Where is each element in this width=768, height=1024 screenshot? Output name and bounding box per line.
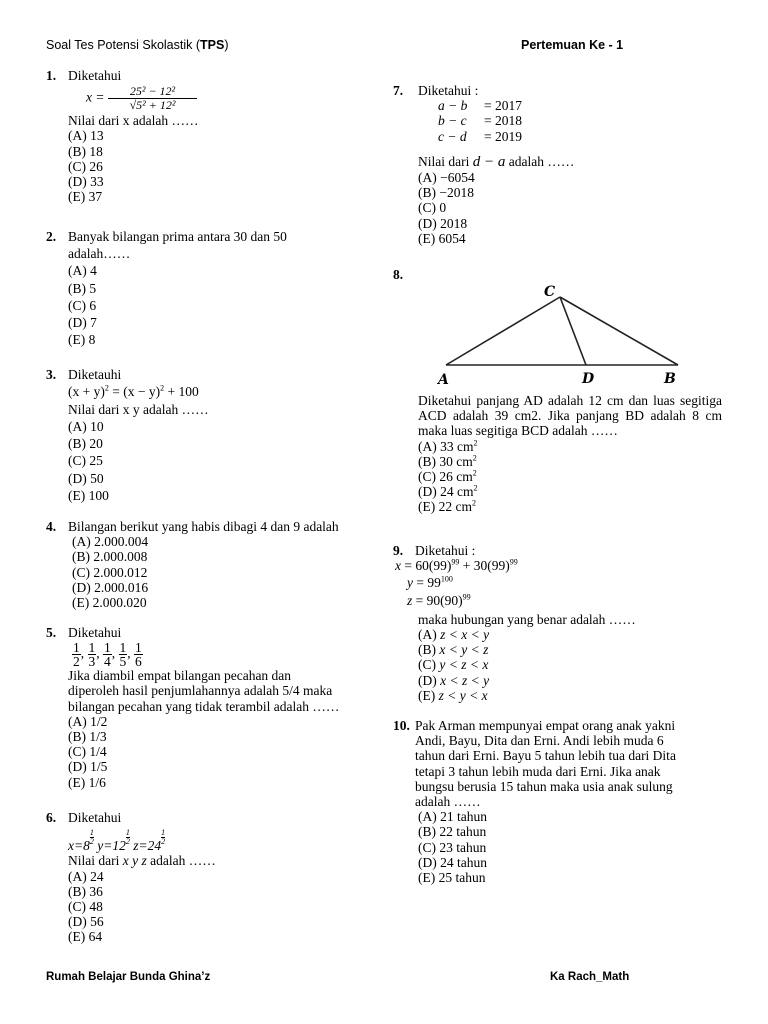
- option-d: (D) x < z < y: [418, 672, 490, 688]
- footer-author: Ka Rach_Math: [550, 971, 630, 983]
- fraction-list: $\frac{1}{2}$ , $\frac{1}{3}$ , $\frac{1}{4}$ , $\frac{1}{5}$ , $\frac{1}{6}$: [73, 640, 142, 670]
- option-a: (A) 24: [68, 868, 104, 884]
- option-a: (A) 13: [68, 128, 104, 144]
- option-c: (C) 1/4: [68, 744, 107, 760]
- question-stem: Diketahui :: [415, 543, 476, 558]
- question-body: bilangan pecahan yang tidak terambil adalah ……: [68, 698, 340, 714]
- option-e: (E) 37: [68, 189, 103, 205]
- option-e: (E) z < y < x: [418, 687, 488, 703]
- question-number: 2.: [46, 229, 57, 244]
- question-ask: Nilai dari x y adalah ……: [68, 401, 209, 417]
- option-b: (B) 1/3: [68, 729, 107, 745]
- question-body: bungsu berusia 15 tahun maka usia anak sulung: [415, 778, 673, 794]
- option-c: (C) 26: [68, 158, 103, 174]
- option-c: (C) y < z < x: [418, 657, 489, 673]
- option-e: (E) 6054: [418, 230, 466, 246]
- question-stem-cont: adalah……: [68, 246, 131, 262]
- option-e: (E) 100: [68, 488, 109, 504]
- question-body: tahun dari Erni. Bayu 5 tahun lebih tua dari Dita: [415, 748, 676, 764]
- option-d: (D) 24 tahun: [418, 854, 487, 870]
- question-number: 7.: [393, 83, 404, 98]
- question-9: [393, 543, 636, 703]
- header-session: Pertemuan Ke - 1: [521, 38, 624, 52]
- vertex-d-label: D: [582, 371, 595, 387]
- option-d: (D) 2.000.016: [72, 579, 149, 595]
- question-number: 1.: [46, 68, 57, 83]
- question-number: 9.: [393, 543, 404, 558]
- question-ask: Nilai dari x adalah ……: [68, 113, 199, 129]
- question-stem: Banyak bilangan prima antara 30 dan 50: [68, 229, 287, 244]
- option-d: (D) 7: [68, 315, 97, 331]
- option-d: (D) 24 $cm^2$: [418, 483, 478, 500]
- option-d: (D) 1/5: [68, 759, 108, 775]
- option-e: (E) 64: [68, 929, 103, 945]
- equation: a − b = 2017: [438, 98, 522, 114]
- option-e: (E) 22 $cm^2$: [418, 498, 476, 515]
- option-a: (A) 1/2: [68, 713, 108, 729]
- option-d: (D) 2018: [418, 215, 468, 231]
- question-number: 6.: [46, 810, 57, 825]
- vertex-b-label: B: [664, 371, 676, 387]
- option-e: (E) 2.000.020: [72, 595, 147, 611]
- option-b: (B) 36: [68, 883, 103, 899]
- question-ask: maka hubungan yang benar adalah ……: [418, 611, 636, 627]
- header-title: Soal Tes Potensi Skolastik (TPS): [46, 38, 229, 52]
- option-a: (A) 10: [68, 418, 104, 434]
- option-c: (C) 6: [68, 297, 97, 313]
- option-c: (C) 2.000.012: [72, 564, 148, 580]
- option-e: (E) 1/6: [68, 774, 106, 790]
- footer-publisher: Rumah Belajar Bunda Ghina’z: [46, 971, 211, 983]
- question-stem: Diketahui: [68, 625, 122, 640]
- option-a: (A) −6054: [418, 170, 475, 186]
- question-body: Diketahui panjang AD adalah 12 cm dan luas segitiga ACD adalah 39 cm2. Jika panjang BD adalah 8 cm maka luas segitiga BCD adalah ……: [418, 393, 722, 439]
- option-a: (A) 4: [68, 263, 97, 279]
- question-ask: Nilai dari x y z adalah ……: [68, 853, 216, 869]
- triangle-diagram: [436, 282, 686, 388]
- option-b: (B) 18: [68, 143, 103, 159]
- option-b: (B) 30 $cm^2$: [418, 453, 477, 469]
- option-b: (B) 20: [68, 436, 103, 452]
- question-7: [393, 83, 574, 246]
- option-d: (D) 33: [68, 174, 104, 190]
- option-e: (E) 8: [68, 332, 96, 348]
- equation: $(x + y)^2 = (x - y)^2 + 100$: [68, 383, 199, 400]
- option-c: (C) 48: [68, 899, 103, 915]
- equation: c − d = 2019: [438, 128, 522, 144]
- equation: b − c = 2018: [438, 113, 522, 129]
- question-number: 5.: [46, 625, 57, 640]
- vertex-c-label: C: [544, 284, 556, 300]
- question-10: [393, 718, 676, 885]
- option-e: (E) 25 tahun: [418, 870, 486, 886]
- question-stem: Bilangan berikut yang habis dibagi 4 dan 9 adalah: [68, 519, 339, 534]
- option-a: (A) 33 $cm^2$: [418, 438, 478, 454]
- option-b: (B) x < y < z: [418, 642, 489, 658]
- option-b: (B) 22 tahun: [418, 824, 487, 840]
- formula: x = $\frac{\text{25² − 12²}}{\text{√5² + 12²}}$: [86, 85, 198, 112]
- question-1: [46, 68, 198, 204]
- equation-z: $z = 90(90)^{99}$: [407, 592, 471, 608]
- equation-x: $x = 60(99)^{99} + 30(99)^{99}$: [395, 557, 518, 574]
- question-stem: Diketahui :: [418, 83, 479, 98]
- question-stem: Diketahui: [68, 68, 122, 83]
- question-number: 3.: [46, 367, 57, 382]
- option-d: (D) 50: [68, 470, 104, 486]
- question-4: [46, 519, 339, 610]
- question-8-text: [418, 393, 722, 515]
- option-c: (C) 26 $cm^2$: [418, 468, 477, 485]
- question-body: Pak Arman mempunyai empat orang anak yakni: [415, 718, 676, 733]
- option-c: (C) 23 tahun: [418, 839, 487, 855]
- question-6: [46, 810, 216, 945]
- vertex-a-label: A: [438, 372, 449, 388]
- question-number: 8.: [393, 267, 404, 282]
- option-b: (B) −2018: [418, 185, 474, 201]
- option-c: (C) 0: [418, 200, 447, 216]
- question-number: 10.: [393, 718, 410, 733]
- question-5: [46, 625, 339, 790]
- question-2: [46, 228, 287, 348]
- option-a: (A) 2.000.004: [72, 534, 149, 550]
- question-number: 4.: [46, 519, 57, 534]
- side-cb: [560, 297, 678, 365]
- question-body: diperoleh hasil penjumlahannya adalah 5/4 maka: [68, 683, 333, 699]
- question-ask: Nilai dari d − a adalah ……: [418, 153, 575, 170]
- question-stem: Diketauhi: [68, 367, 122, 382]
- option-d: (D) 56: [68, 914, 104, 930]
- question-body: adalah ……: [415, 794, 481, 810]
- option-a: (A) 21 tahun: [418, 809, 487, 825]
- option-a: (A) z < x < y: [418, 627, 490, 643]
- segment-cd: [560, 297, 586, 365]
- question-stem: Diketahui: [68, 810, 122, 825]
- question-3: [46, 366, 209, 504]
- equation: x=8 $\frac{1}{2}$ y=12 $\frac{1}{2}$ z=24 $\frac{1}{2}$: [68, 828, 166, 854]
- question-body: Jika diambil empat bilangan pecahan dan: [68, 668, 292, 684]
- question-body: Andi, Bayu, Dita dan Erni. Andi lebih muda 6: [415, 733, 664, 749]
- option-c: (C) 25: [68, 453, 103, 469]
- option-b: (B) 5: [68, 280, 97, 296]
- option-b: (B) 2.000.008: [72, 549, 148, 565]
- side-ac: [446, 297, 560, 365]
- question-body: tetapi 3 tahun lebih muda dari Erni. Jika anak: [415, 763, 661, 779]
- equation-y: $y = 99^{100}$: [407, 574, 453, 591]
